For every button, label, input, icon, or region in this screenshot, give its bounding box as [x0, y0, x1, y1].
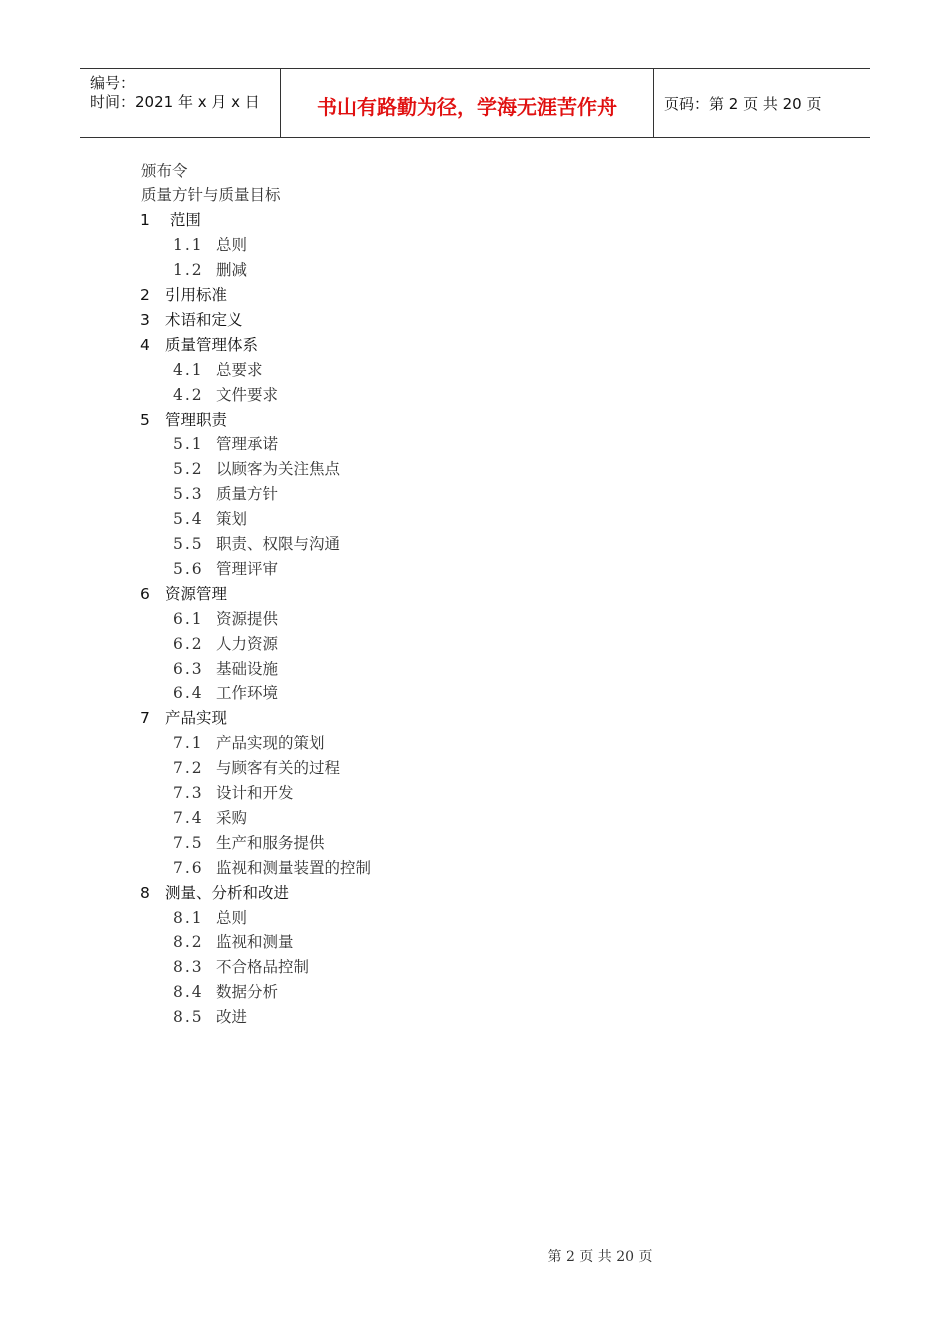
header-middle-cell [281, 69, 654, 137]
toc-entry-title: 监视和测量装置的控制 [216, 858, 372, 877]
toc-section-entry [173, 906, 247, 931]
toc-entry-number: 6.2 [173, 634, 204, 653]
header-right-cell [654, 69, 870, 137]
toc-section-entry [173, 607, 278, 632]
toc-section-entry [173, 233, 247, 258]
toc-section-entry [173, 532, 340, 557]
toc-entry-number: 5.5 [173, 535, 204, 553]
toc-entry-number: 8.1 [173, 908, 204, 927]
toc-entry-title: 监视和测量 [216, 933, 294, 952]
toc-entry-title: 引用标准 [165, 286, 228, 304]
toc-chapter-entry [140, 208, 201, 233]
document-number-label: 编号： [90, 74, 136, 92]
toc-entry-number: 5.4 [173, 510, 204, 529]
toc-entry-number: 7.5 [173, 833, 204, 852]
toc-front-entry [141, 159, 188, 184]
toc-entry-title: 以顾客为关注焦点 [216, 460, 341, 479]
toc-section-entry [173, 955, 309, 980]
toc-entry-title: 产品实现 [165, 709, 228, 728]
toc-entry-number: 4.1 [173, 360, 204, 379]
toc-entry-number: 6.4 [173, 684, 204, 703]
header-motto: 书山有路勤为径，学海无涯苦作舟 [317, 95, 617, 119]
toc-entry-title: 策划 [216, 510, 248, 529]
toc-section-entry [173, 258, 247, 283]
toc-section-entry [173, 930, 294, 955]
toc-entry-title: 采购 [216, 808, 248, 827]
toc-entry-title: 数据分析 [216, 983, 279, 1002]
toc-entry-title: 删减 [216, 261, 248, 280]
toc-entry-title: 人力资源 [216, 634, 279, 653]
toc-entry-number: 3 [140, 310, 150, 329]
toc-entry-number: 7 [140, 709, 150, 728]
toc-section-entry [173, 632, 278, 657]
toc-entry-title: 文件要求 [216, 385, 279, 404]
toc-entry-number: 8.5 [173, 1008, 204, 1027]
toc-chapter-entry [140, 582, 227, 607]
toc-section-entry [173, 756, 340, 781]
toc-section-entry [173, 980, 278, 1005]
toc-front-entry [141, 183, 281, 208]
header-left-cell [80, 69, 281, 137]
toc-entry-title: 颁布令 [141, 161, 188, 180]
toc-entry-number: 5 [140, 410, 150, 429]
toc-entry-title: 总要求 [216, 360, 263, 379]
footer-page-number: 第 2 页 共 20 页 [547, 1249, 653, 1265]
toc-entry-number: 6.1 [173, 609, 204, 628]
toc-entry-number: 5.2 [173, 460, 204, 479]
toc-entry-title: 设计和开发 [216, 784, 294, 802]
toc-entry-number: 4.2 [173, 385, 204, 404]
header-page-info: 页码：第 2 页 共 20 页 [664, 95, 822, 113]
toc-entry-number: 7.6 [173, 858, 204, 877]
toc-entry-title: 职责、权限与沟通 [216, 535, 341, 553]
toc-entry-title: 质量方针 [216, 485, 279, 504]
toc-entry-title: 管理评审 [216, 559, 279, 578]
toc-entry-number: 8.3 [173, 958, 204, 977]
toc-entry-number: 7.2 [173, 759, 204, 778]
toc-section-entry [173, 507, 247, 532]
toc-section-entry [173, 681, 278, 706]
toc-section-entry [173, 856, 371, 881]
toc-entry-title: 生产和服务提供 [216, 833, 325, 852]
toc-entry-number: 1 [140, 211, 150, 230]
toc-entry-number: 6.3 [173, 659, 204, 678]
toc-section-entry [173, 432, 278, 457]
toc-entry-number: 8 [140, 883, 150, 902]
toc-section-entry [173, 557, 278, 582]
toc-chapter-entry [140, 408, 227, 433]
toc-chapter-entry [140, 283, 227, 308]
toc-entry-title: 范围 [165, 211, 201, 230]
document-time-label: 时间：2021 年 x 月 x 日 [90, 93, 260, 111]
toc-chapter-entry [140, 308, 243, 333]
toc-entry-title: 管理职责 [165, 410, 228, 429]
toc-section-entry [173, 781, 294, 806]
page-header [80, 68, 870, 138]
toc-entry-number: 5.6 [173, 559, 204, 578]
toc-section-entry [173, 383, 278, 408]
toc-section-entry [173, 657, 278, 682]
toc-entry-title: 管理承诺 [216, 435, 279, 454]
toc-entry-number: 8.2 [173, 933, 204, 952]
toc-section-entry [173, 457, 340, 482]
toc-section-entry [173, 831, 325, 856]
toc-chapter-entry [140, 881, 289, 906]
toc-entry-title: 资源提供 [216, 609, 279, 628]
toc-entry-number: 1.1 [173, 236, 204, 255]
page-footer [0, 1246, 950, 1266]
toc-entry-number: 7.4 [173, 808, 204, 827]
toc-entry-number: 5.1 [173, 435, 204, 454]
toc-entry-title: 质量管理体系 [165, 335, 259, 354]
toc-entry-number: 8.4 [173, 983, 204, 1002]
toc-section-entry [173, 731, 325, 756]
toc-section-entry [173, 358, 263, 383]
toc-entry-number: 5.3 [173, 485, 204, 504]
toc-entry-title: 产品实现的策划 [216, 734, 325, 753]
toc-entry-title: 总则 [216, 236, 248, 255]
toc-entry-title: 基础设施 [216, 659, 279, 678]
toc-entry-number: 6 [140, 584, 150, 603]
toc-entry-number: 1.2 [173, 261, 204, 280]
toc-entry-title: 术语和定义 [165, 310, 243, 329]
toc-entry-number: 7.1 [173, 734, 204, 753]
toc-entry-title: 测量、分析和改进 [165, 883, 290, 902]
toc-entry-title: 总则 [216, 908, 248, 927]
toc-chapter-entry [140, 333, 258, 358]
toc-section-entry [173, 482, 278, 507]
toc-entry-number: 7.3 [173, 784, 204, 802]
toc-section-entry [173, 1005, 247, 1030]
toc-entry-title: 不合格品控制 [216, 958, 310, 977]
toc-chapter-entry [140, 706, 227, 731]
toc-entry-title: 工作环境 [216, 684, 279, 703]
toc-entry-number: 2 [140, 286, 150, 304]
toc-entry-title: 改进 [216, 1008, 248, 1027]
toc-entry-title: 质量方针与质量目标 [141, 186, 281, 205]
toc-entry-title: 资源管理 [165, 584, 228, 603]
toc-entry-number: 4 [140, 335, 150, 354]
toc-section-entry [173, 806, 247, 831]
toc-entry-title: 与顾客有关的过程 [216, 759, 341, 778]
